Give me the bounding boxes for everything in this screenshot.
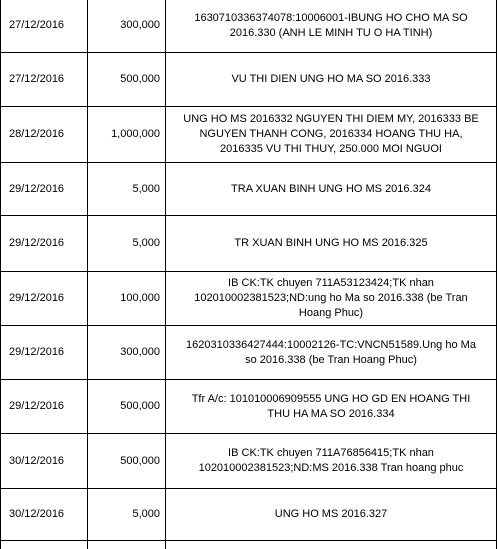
table-row [1, 434, 497, 489]
description-cell: Tfr A/c: 101010006909555 UNG HO GD EN HOANG THI THU HA MA SO 2016.334 [166, 380, 497, 434]
amount-cell: 5,000 [88, 489, 166, 541]
date-cell: 30/12/2016 [1, 434, 88, 489]
date-cell: 29/12/2016 [1, 326, 88, 380]
description-cell: UNG HO MS 2016332 NGUYEN THI DIEM MY, 2016333 BE NGUYEN THANH CONG, 2016334 HOANG THU HA, 2016335 VU THI THUY, 250.000 MOI NGUOI [166, 107, 497, 163]
description-cell: 1630710336374078:10006001-IBUNG HO CHO MA SO 2016.330 (ANH LE MINH TU O HA TINH) [166, 0, 497, 53]
description-cell: IB CK:TK chuyen 711A76856415;TK nhan 102010002381523;ND:MS 2016.338 Tran hoang phuc [166, 434, 497, 489]
description-cell: 1620310336427444:10002126-TC:VNCN51589.Ung ho Ma so 2016.338 (be Tran Hoang Phuc) [166, 326, 497, 380]
table-row [1, 380, 497, 434]
table-row [1, 0, 497, 53]
table-row [1, 53, 497, 107]
amount-cell: 5,000 [88, 163, 166, 216]
table-row [1, 107, 497, 163]
description-cell: VU THI DIEN UNG HO MA SO 2016.333 [166, 53, 497, 107]
amount-cell: 500,000 [88, 434, 166, 489]
table-row [1, 326, 497, 380]
date-cell: 29/12/2016 [1, 216, 88, 272]
amount-cell: 1,000,000 [88, 107, 166, 163]
description-cell: TRA XUAN BINH UNG HO MS 2016.324 [166, 163, 497, 216]
amount-cell: 300,000 [88, 0, 166, 53]
amount-cell: 100,000 [88, 272, 166, 326]
table-row [1, 163, 497, 216]
amount-cell: 300,000 [88, 326, 166, 380]
description-cell: TR XUAN BINH UNG HO MS 2016.325 [166, 216, 497, 272]
date-cell: 28/12/2016 [1, 107, 88, 163]
amount-cell: 500,000 [88, 380, 166, 434]
date-cell: 29/12/2016 [1, 272, 88, 326]
table-row [1, 216, 497, 272]
table-row [1, 272, 497, 326]
date-cell: 27/12/2016 [1, 53, 88, 107]
date-cell: 30/12/2016 [1, 489, 88, 541]
date-cell: 29/12/2016 [1, 380, 88, 434]
amount-cell: 500,000 [88, 53, 166, 107]
table-row [1, 489, 497, 541]
description-cell: UNG HO MS 2016.327 [166, 489, 497, 541]
date-cell: 29/12/2016 [1, 163, 88, 216]
amount-cell: 5,000 [88, 216, 166, 272]
description-cell: IB CK:TK chuyen 711A53123424;TK nhan 102010002381523;ND:ung ho Ma so 2016.338 (be Tran Hoang Phuc) [166, 272, 497, 326]
date-cell: 27/12/2016 [1, 0, 88, 53]
